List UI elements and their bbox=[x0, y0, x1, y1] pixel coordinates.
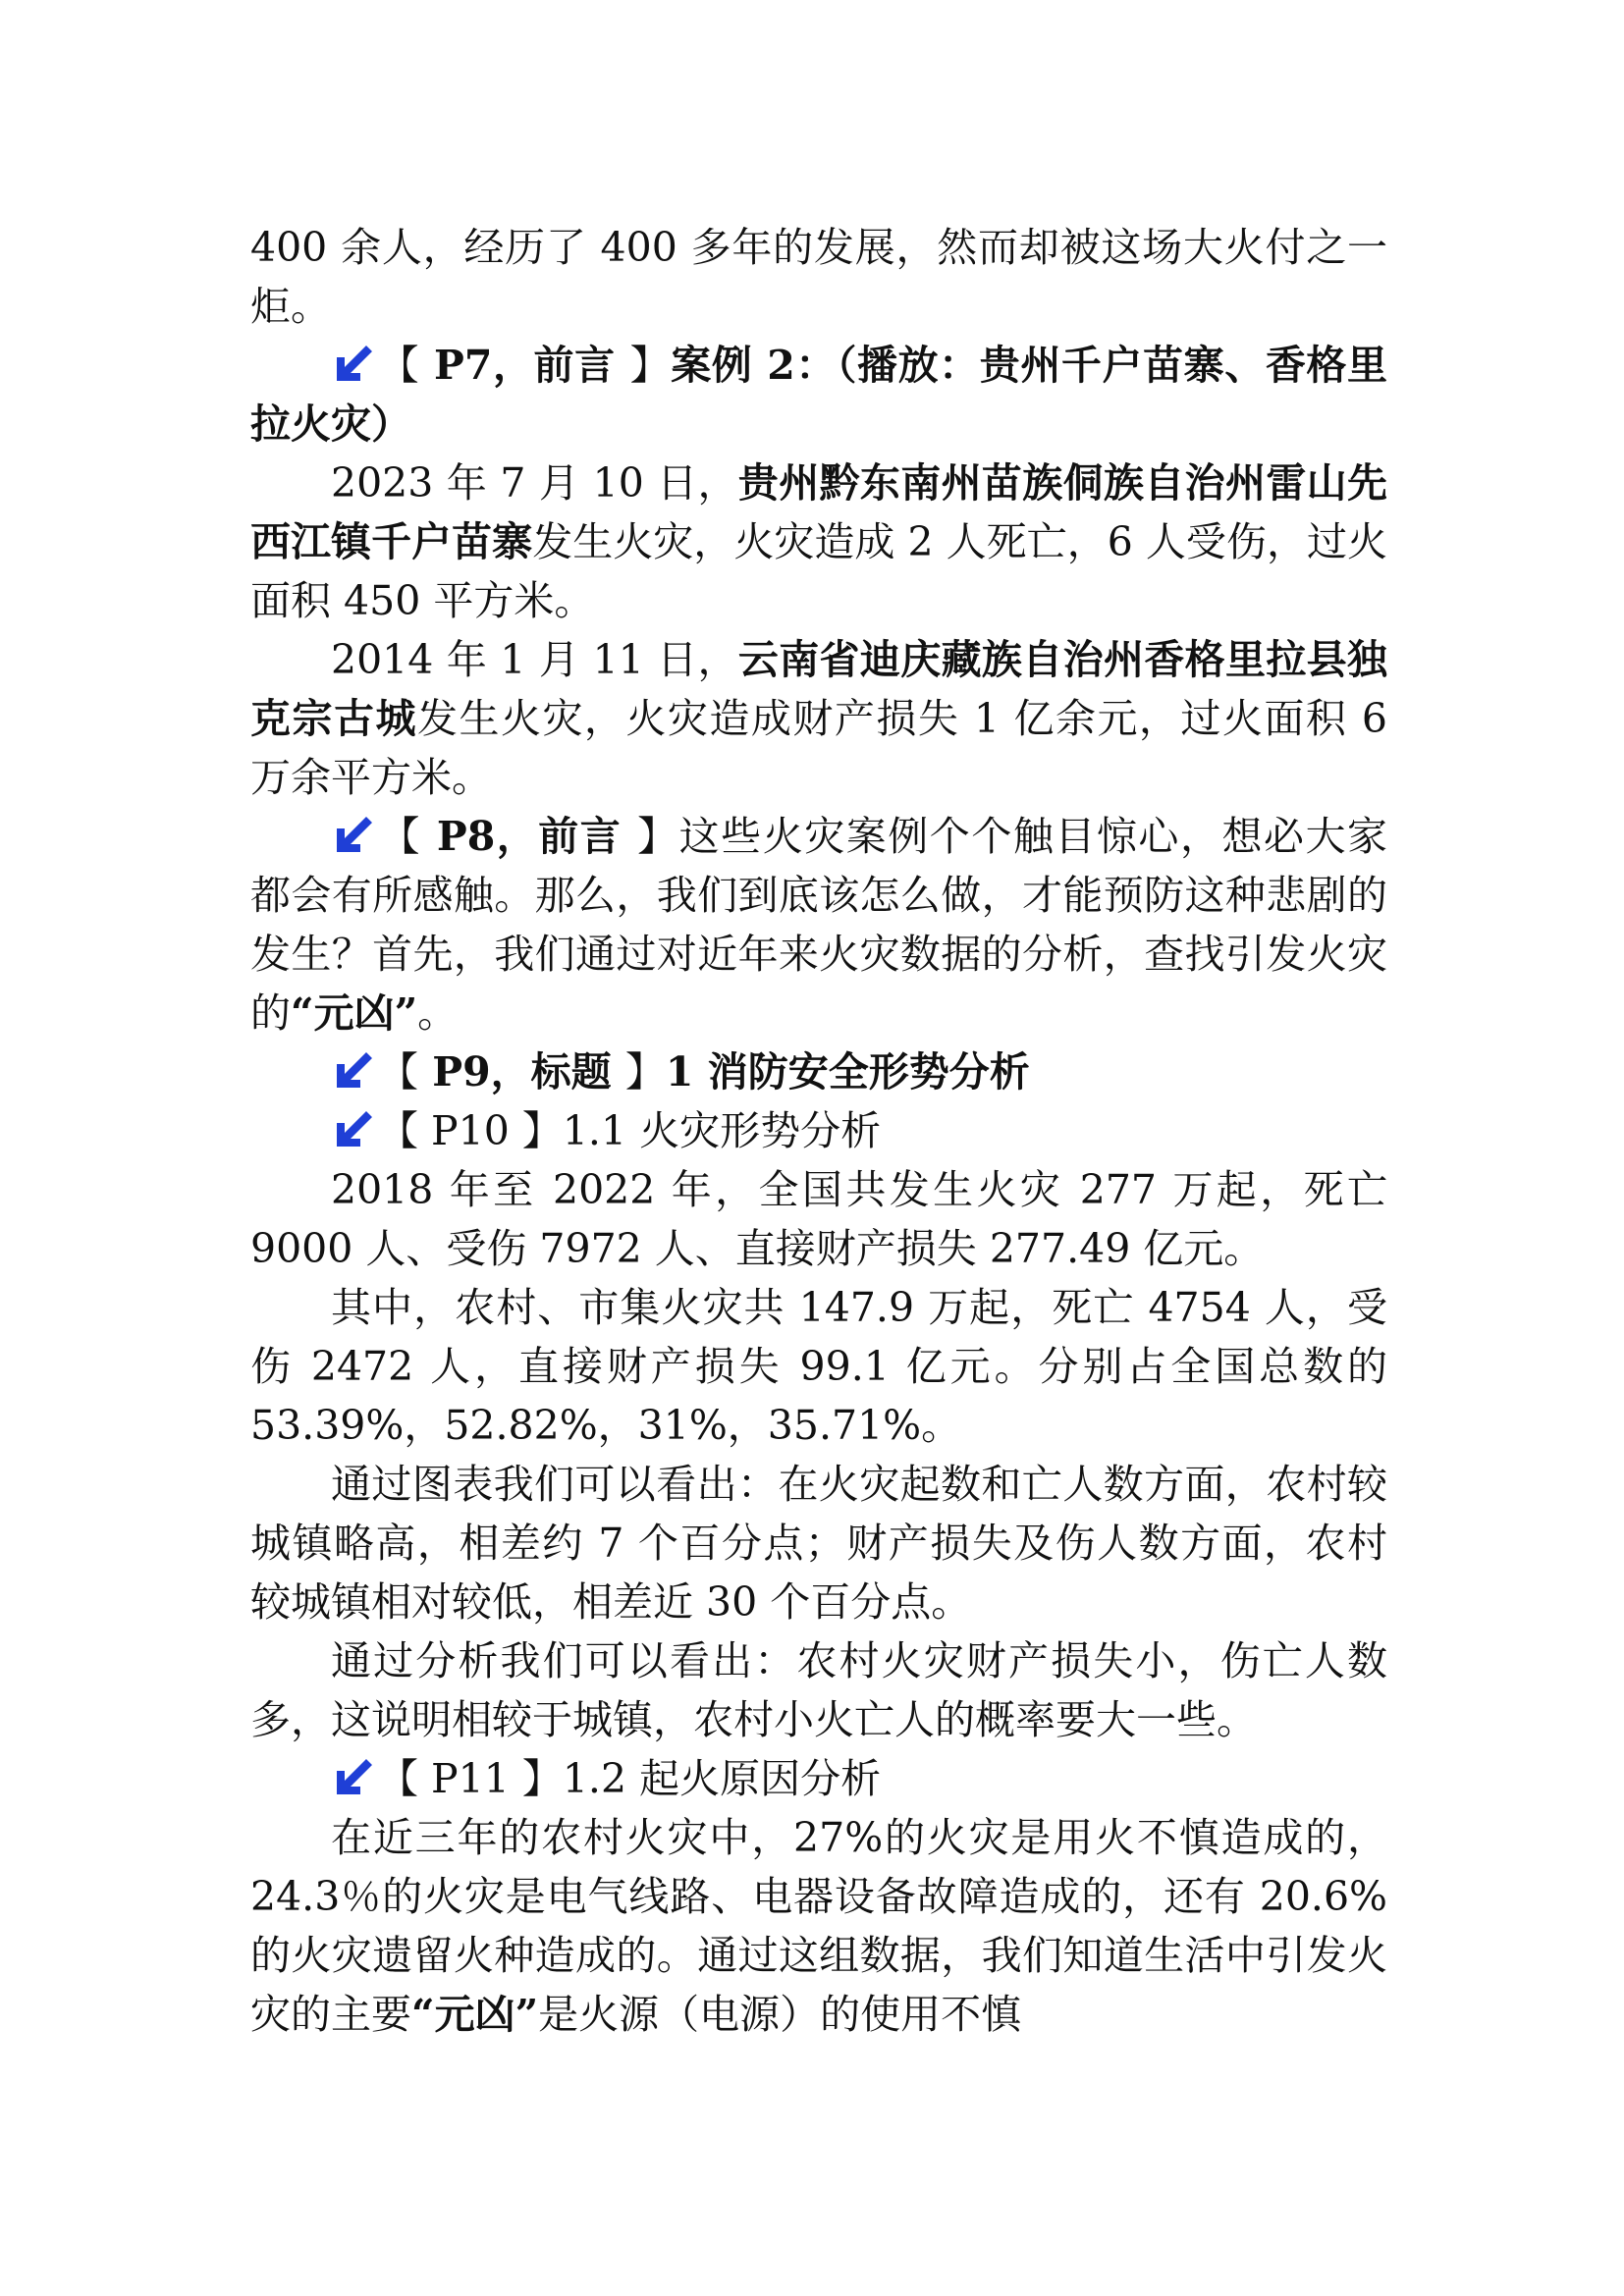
marker-bracket-open: 【 bbox=[378, 1755, 418, 1802]
paragraph-fire-causes bbox=[250, 1808, 1387, 2044]
emphasis-text: “元凶” bbox=[291, 989, 418, 1037]
arrow-down-left-icon bbox=[331, 1048, 374, 1092]
marker-label: P7，前言 bbox=[419, 342, 630, 389]
marker-bracket-open: 【 bbox=[378, 342, 420, 389]
paragraph-national-stats: 2018 年至 2022 年，全国共发生火灾 277 万起，死亡 9000 人、受伤 7972 人、直接财产损失 277.49 亿元。 bbox=[250, 1166, 1387, 1272]
location-text: 贵州黔东南州苗族侗族自治州雷山先西江镇千户苗寨 bbox=[250, 459, 1388, 565]
marker-bracket-close: 】 bbox=[521, 1755, 563, 1802]
arrow-down-left-icon bbox=[331, 813, 374, 856]
date-text: 2023 年 7 月 10 日， bbox=[331, 459, 738, 507]
paragraph-2023-fire bbox=[250, 454, 1387, 630]
marker-bracket-open: 【 bbox=[378, 1107, 418, 1154]
slide-marker-p8 bbox=[250, 807, 1387, 1042]
marker-bracket-close: 】 bbox=[624, 1048, 666, 1095]
slide-marker-p10 bbox=[250, 1101, 1387, 1160]
slide-marker-p9 bbox=[250, 1042, 1387, 1101]
date-text: 2014 年 1 月 11 日， bbox=[331, 636, 738, 683]
marker-bracket-close: 】 bbox=[637, 813, 679, 860]
paragraph-analysis: 通过分析我们可以看出：农村火灾财产损失小，伤亡人数多，这说明相较于城镇，农村小火亡人的概率要大一些。 bbox=[250, 1637, 1387, 1743]
fire-detail-text: 发生火灾，火灾造成 2 人死亡，6 人受伤，过火面积 450 平方米。 bbox=[250, 518, 1387, 624]
slide-marker-p7 bbox=[250, 336, 1387, 454]
arrow-down-left-icon bbox=[331, 1755, 374, 1798]
arrow-down-left-icon bbox=[331, 1107, 374, 1150]
paragraph-text: 在近三年的农村火灾中，27%的火灾是用火不慎造成的，24.3％的火灾是电气线路、电器设备故障造成的，还有 20.6%的火灾遗留火种造成的。通过这组数据，我们知道生活中引发火灾的主要 bbox=[250, 1814, 1387, 2038]
paragraph-text: 这些火灾案例个个触目惊心，想必大家都会有所感触。那么，我们到底该怎么做，才能预防这种悲剧的发生？首先，我们通过对近年来火灾数据的分析，查找引发火灾的 bbox=[250, 813, 1388, 1037]
slide-marker-p11 bbox=[250, 1749, 1387, 1808]
marker-bracket-open: 【 bbox=[378, 813, 422, 860]
marker-bracket-close: 】 bbox=[521, 1107, 563, 1154]
document-page bbox=[250, 218, 1387, 2044]
emphasis-text: “元凶” bbox=[411, 1991, 539, 2038]
arrow-down-left-icon bbox=[331, 342, 374, 385]
fire-detail-text: 发生火灾，火灾造成财产损失 1 亿余元，过火面积 6 万余平方米。 bbox=[250, 695, 1387, 801]
location-text: 云南省迪庆藏族自治州香格里拉县独克宗古城 bbox=[250, 636, 1388, 742]
marker-label: P10 bbox=[418, 1107, 522, 1154]
marker-label: P9，标题 bbox=[418, 1048, 625, 1095]
paragraph-chart-observation: 通过图表我们可以看出：在火灾起数和亡人数方面，农村较城镇略高，相差约 7 个百分点；财产损失及伤人数方面，农村较城镇相对较低，相差近 30 个百分点。 bbox=[250, 1461, 1387, 1626]
marker-bracket-close: 】 bbox=[629, 342, 672, 389]
paragraph-text-end: 是火源（电源）的使用不慎 bbox=[538, 1991, 1022, 2038]
paragraph-text-end: 。 bbox=[417, 989, 459, 1037]
paragraph-2014-fire bbox=[250, 630, 1387, 807]
paragraph-intro: 400 余人，经历了 400 多年的发展，然而却被这场大火付之一炬。 bbox=[250, 224, 1387, 330]
marker-label: P8，前言 bbox=[421, 813, 638, 860]
subsection-heading: 1.2 起火原因分析 bbox=[562, 1755, 882, 1802]
section-heading: 1 消防安全形势分析 bbox=[665, 1048, 1030, 1095]
paragraph-rural-stats: 其中，农村、市集火灾共 147.9 万起，死亡 4754 人，受伤 2472 人，直接财产损失 99.1 亿元。分别占全国总数的 53.39%，52.82%，31%，35.71%。 bbox=[250, 1284, 1387, 1449]
marker-label: P11 bbox=[418, 1755, 522, 1802]
case-title: 案例 2：（播放：贵州千户苗寨、香格里拉火灾） bbox=[250, 342, 1388, 448]
subsection-heading: 1.1 火灾形势分析 bbox=[562, 1107, 882, 1154]
marker-bracket-open: 【 bbox=[378, 1048, 418, 1095]
